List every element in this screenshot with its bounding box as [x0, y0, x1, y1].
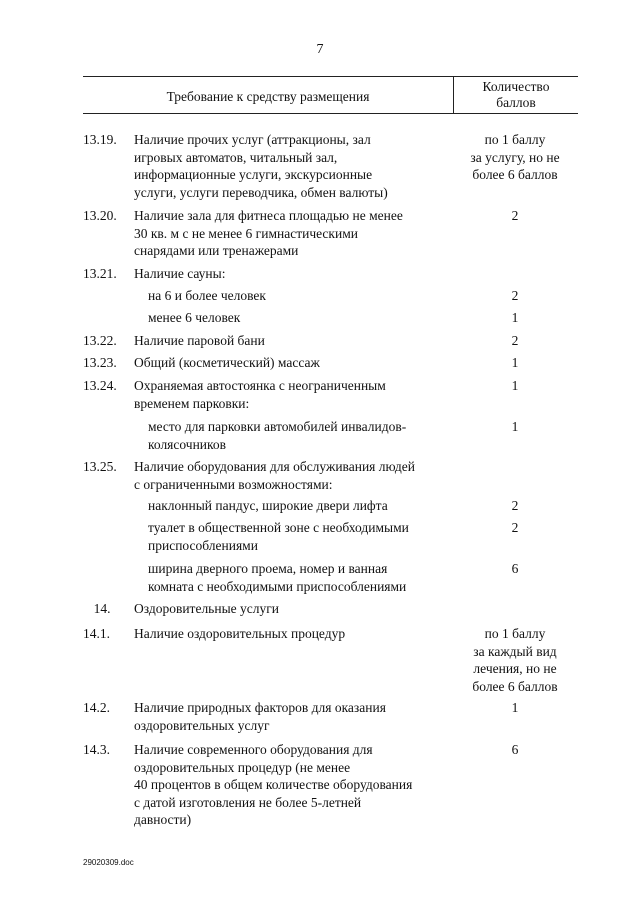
row-number: 14.	[93, 601, 111, 616]
row-requirement	[148, 519, 448, 554]
requirement-line: Охраняемая автостоянка с неограниченным	[134, 378, 386, 393]
row-number: 14.2.	[83, 700, 110, 715]
row-requirement	[148, 497, 448, 515]
points-line: 2	[511, 288, 519, 303]
requirement-line: комната с необходимыми приспособлениями	[148, 578, 407, 594]
row-points	[455, 519, 575, 537]
footer-filename: 29020309.doc	[83, 858, 134, 867]
points-line: 1	[511, 355, 519, 370]
row-number: 13.25.	[83, 459, 117, 474]
points-line: за услугу, но не	[470, 149, 560, 165]
requirement-line: ширина дверного проема, номер и ванная	[148, 561, 388, 576]
row-requirement	[134, 265, 459, 283]
table-header	[83, 76, 578, 114]
row-requirement	[134, 699, 459, 734]
row-points	[455, 287, 575, 305]
row-requirement	[148, 560, 448, 595]
points-line: 2	[511, 208, 519, 223]
requirement-line: Наличие паровой бани	[134, 333, 265, 348]
requirement-line: Наличие природных факторов для оказания	[134, 700, 386, 715]
requirement-line: услуги, услуги переводчика, обмен валюты)	[134, 184, 388, 200]
row-number: 13.24.	[83, 378, 117, 393]
row-points	[455, 309, 575, 327]
requirement-line: Наличие современного оборудования для	[134, 742, 373, 757]
requirement-line: менее 6 человек	[148, 310, 241, 325]
row-requirement	[148, 287, 448, 305]
row-number: 13.20.	[83, 208, 117, 223]
row-requirement	[134, 332, 459, 350]
requirement-line: 30 кв. м с не менее 6 гимнастическими	[134, 225, 358, 241]
points-line: более 6 баллов	[472, 678, 558, 694]
points-line: по 1 баллу	[484, 626, 546, 641]
points-line: 2	[511, 520, 519, 535]
header-points-line1: Количество	[482, 79, 550, 94]
points-line: по 1 баллу	[484, 132, 546, 147]
row-requirement	[134, 741, 459, 829]
row-points	[455, 497, 575, 515]
points-line: 6	[511, 742, 519, 757]
requirement-line: Общий (косметический) массаж	[134, 355, 320, 370]
requirement-line: информационные услуги, экскурсионные	[134, 167, 373, 182]
row-requirement	[134, 458, 459, 493]
requirement-line: Наличие оборудования для обслуживания людей	[134, 459, 415, 474]
points-line: 2	[511, 498, 519, 513]
points-line: 6	[511, 561, 519, 576]
row-points	[455, 560, 575, 578]
row-requirement	[134, 625, 459, 643]
points-line: 1	[511, 419, 519, 434]
header-points	[454, 79, 578, 111]
requirement-line: временем парковки:	[134, 395, 250, 411]
row-requirement	[134, 354, 459, 372]
row-points	[455, 354, 575, 372]
row-requirement	[134, 377, 459, 412]
requirement-line: Наличие сауны:	[134, 266, 226, 281]
points-line: 1	[511, 378, 519, 393]
points-line: за каждый вид	[473, 643, 557, 659]
row-number: 14.1.	[83, 626, 110, 641]
requirement-line: с датой изготовления не более 5-летней	[134, 794, 362, 810]
points-line: 2	[511, 333, 519, 348]
row-number: 13.19.	[83, 132, 117, 147]
page-number: 7	[316, 42, 324, 57]
row-requirement	[134, 207, 459, 260]
requirement-line: туалет в общественной зоне с необходимыми	[148, 520, 409, 535]
points-line: лечения, но не	[473, 661, 557, 676]
requirement-line: игровых автоматов, читальный зал,	[134, 149, 338, 165]
requirement-line: снарядами или тренажерами	[134, 243, 299, 258]
requirement-line: оздоровительных услуг	[134, 717, 270, 733]
requirement-line: наклонный пандус, широкие двери лифта	[148, 498, 388, 513]
row-points	[455, 625, 575, 695]
row-points	[455, 377, 575, 395]
points-line: 1	[511, 700, 519, 715]
requirement-line: Наличие оздоровительных процедур	[134, 626, 346, 641]
row-points	[455, 418, 575, 436]
row-points	[455, 332, 575, 350]
row-number: 14.3.	[83, 742, 110, 757]
row-points	[455, 699, 575, 717]
requirement-line: с ограниченными возможностями:	[134, 476, 333, 492]
points-line: 1	[511, 310, 519, 325]
requirement-line: Наличие прочих услуг (аттракционы, зал	[134, 132, 371, 147]
requirement-line: оздоровительных процедур (не менее	[134, 759, 351, 775]
header-points-line2: баллов	[496, 95, 536, 110]
row-number: 13.21.	[83, 266, 117, 281]
header-requirement: Требование к средству размещения	[166, 89, 370, 104]
row-points	[455, 741, 575, 759]
row-requirement	[134, 600, 459, 618]
requirement-line: место для парковки автомобилей инвалидов-	[148, 419, 407, 434]
requirement-line: Оздоровительные услуги	[134, 601, 279, 616]
row-points	[455, 131, 575, 184]
row-requirement	[148, 418, 448, 453]
requirement-line: 40 процентов в общем количестве оборудования	[134, 777, 413, 792]
row-points	[455, 207, 575, 225]
requirement-line: на 6 и более человек	[148, 288, 266, 303]
points-line: более 6 баллов	[472, 167, 558, 182]
requirement-line: Наличие зала для фитнеса площадью не менее	[134, 208, 403, 223]
row-number: 13.22.	[83, 333, 117, 348]
row-requirement	[134, 131, 459, 201]
row-number: 13.23.	[83, 355, 117, 370]
requirement-line: давности)	[134, 812, 192, 827]
requirement-line: приспособлениями	[148, 537, 258, 553]
requirement-line: колясочников	[148, 436, 227, 452]
row-requirement	[148, 309, 448, 327]
